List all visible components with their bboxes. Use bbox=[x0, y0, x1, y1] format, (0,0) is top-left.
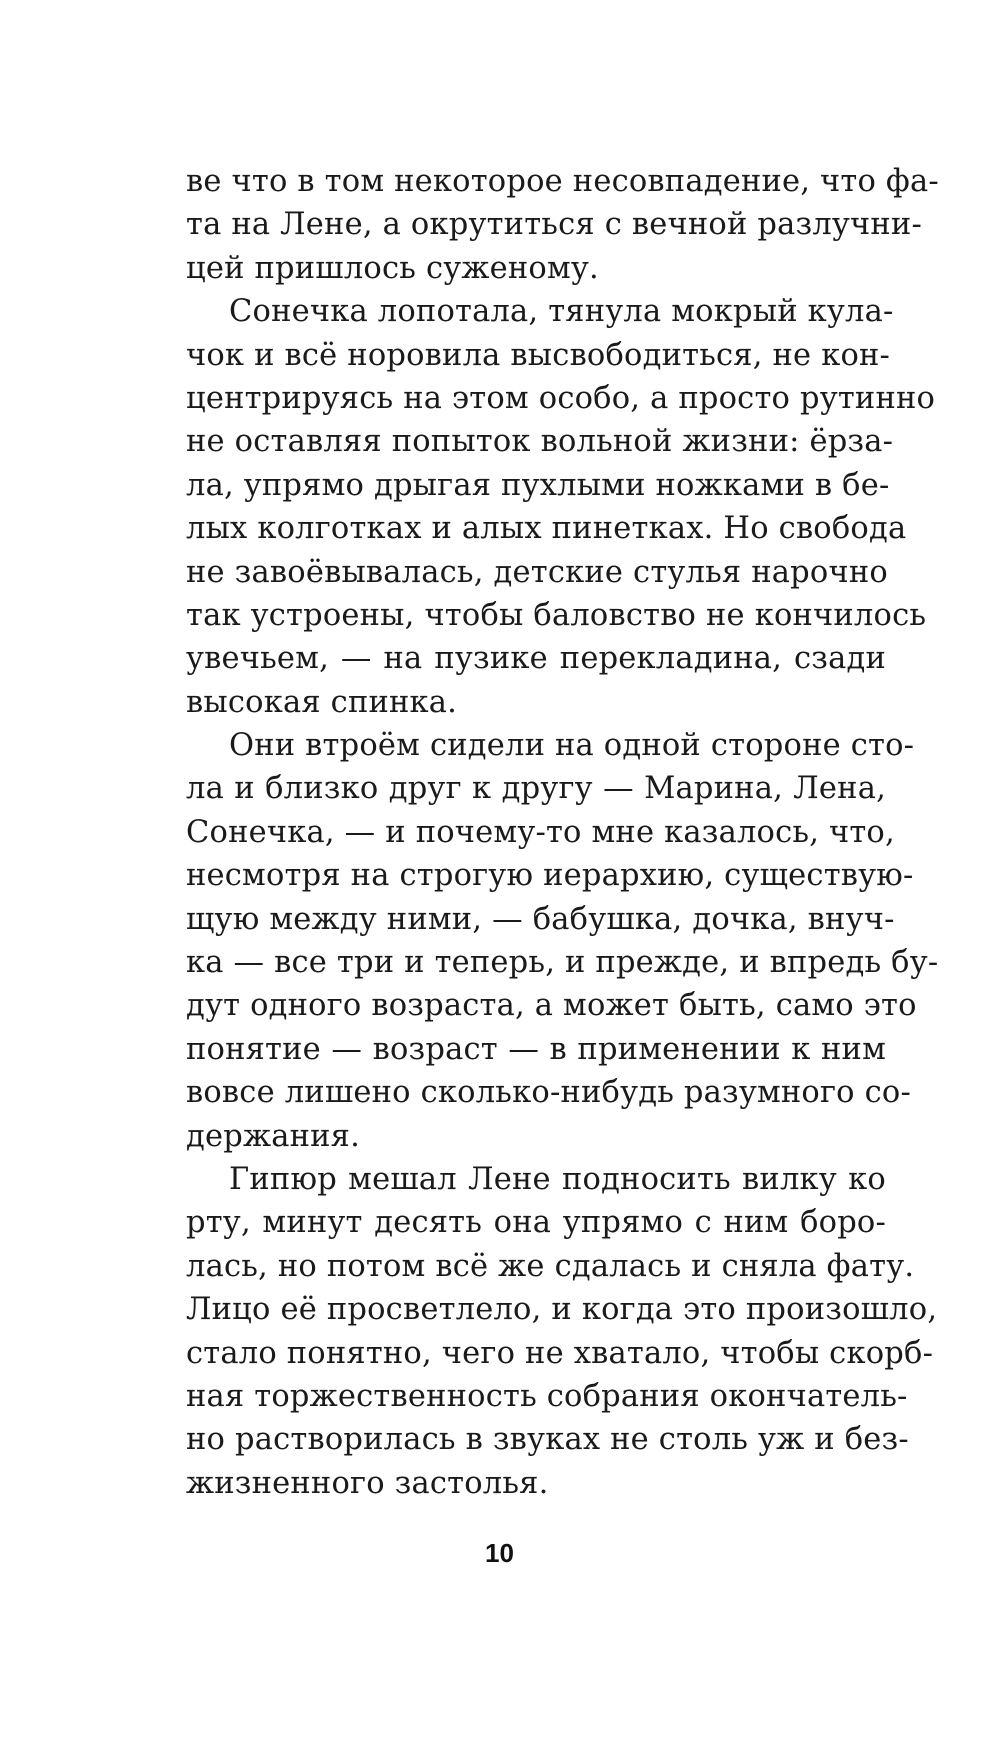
text-line: держания. bbox=[186, 1118, 360, 1154]
text-line: щую между ними, — бабушка, дочка, внуч- bbox=[186, 901, 895, 937]
text-line: ла и близко друг к другу — Марина, Лена, bbox=[186, 771, 886, 807]
text-line: вовсе лишено сколько-нибудь разумного со- bbox=[186, 1075, 911, 1111]
text-line: ная торжественность собрания окончатель- bbox=[186, 1378, 908, 1414]
text-line: так устроены, чтобы баловство не кончилось bbox=[186, 597, 927, 633]
paragraph bbox=[186, 1158, 938, 1505]
text-line: дут одного возраста, а может быть, само это bbox=[186, 988, 917, 1024]
text-line: цей пришлось суженому. bbox=[186, 250, 599, 286]
text-line: Гипюр мешал Лене подносить вилку ко bbox=[229, 1161, 886, 1197]
text-line: лась, но потом всё же сдалась и сняла фату. bbox=[186, 1248, 915, 1284]
text-line: увечьем, — на пузике перекладина, сзади bbox=[186, 641, 886, 677]
text-line: высокая спинка. bbox=[186, 684, 458, 720]
paragraph bbox=[186, 290, 936, 724]
paragraph bbox=[186, 160, 939, 290]
text-line: центрируясь на этом особо, а просто рутинно bbox=[186, 380, 936, 416]
text-line: Сонечка, — и почему-то мне казалось, что, bbox=[186, 814, 895, 850]
text-line: Сонечка лопотала, тянула мокрый кула- bbox=[229, 294, 894, 330]
paragraph bbox=[186, 724, 939, 1158]
text-line: ве что в том некоторое несовпадение, что фа- bbox=[186, 164, 939, 199]
text-line: понятие — возраст — в применении к ним bbox=[186, 1031, 886, 1067]
text-line: но растворилась в звуках не столь уж и без- bbox=[186, 1422, 909, 1458]
text-line: не завоёвывалась, детские стулья нарочно bbox=[186, 554, 888, 590]
text-line: рту, минут десять она упрямо с ним боро- bbox=[186, 1205, 886, 1241]
text-line: та на Лене, а окрутиться с вечной разлучни- bbox=[186, 207, 922, 243]
text-line: стало понятно, чего не хватало, чтобы скорб- bbox=[186, 1335, 934, 1371]
text-line: ка — все три и теперь, и прежде, и впредь бу- bbox=[186, 945, 939, 981]
text-line: Они втроём сидели на одной стороне сто- bbox=[229, 728, 915, 764]
text-line: чок и всё норовила высвободиться, не кон- bbox=[186, 337, 891, 373]
page-number: 10 bbox=[485, 1538, 514, 1568]
text-line: жизненного застолья. bbox=[186, 1465, 549, 1501]
text-line: ла, упрямо дрыгая пухлыми ножками в бе- bbox=[186, 467, 890, 503]
body-text bbox=[186, 160, 939, 1505]
text-line: лых колготках и алых пинетках. Но свобода bbox=[186, 511, 907, 547]
text-line: не оставляя попыток вольной жизни: ёрза- bbox=[186, 424, 894, 460]
text-line: несмотря на строгую иерархию, существую- bbox=[186, 858, 914, 894]
text-line: Лицо её просветлело, и когда это произошло, bbox=[186, 1292, 938, 1328]
